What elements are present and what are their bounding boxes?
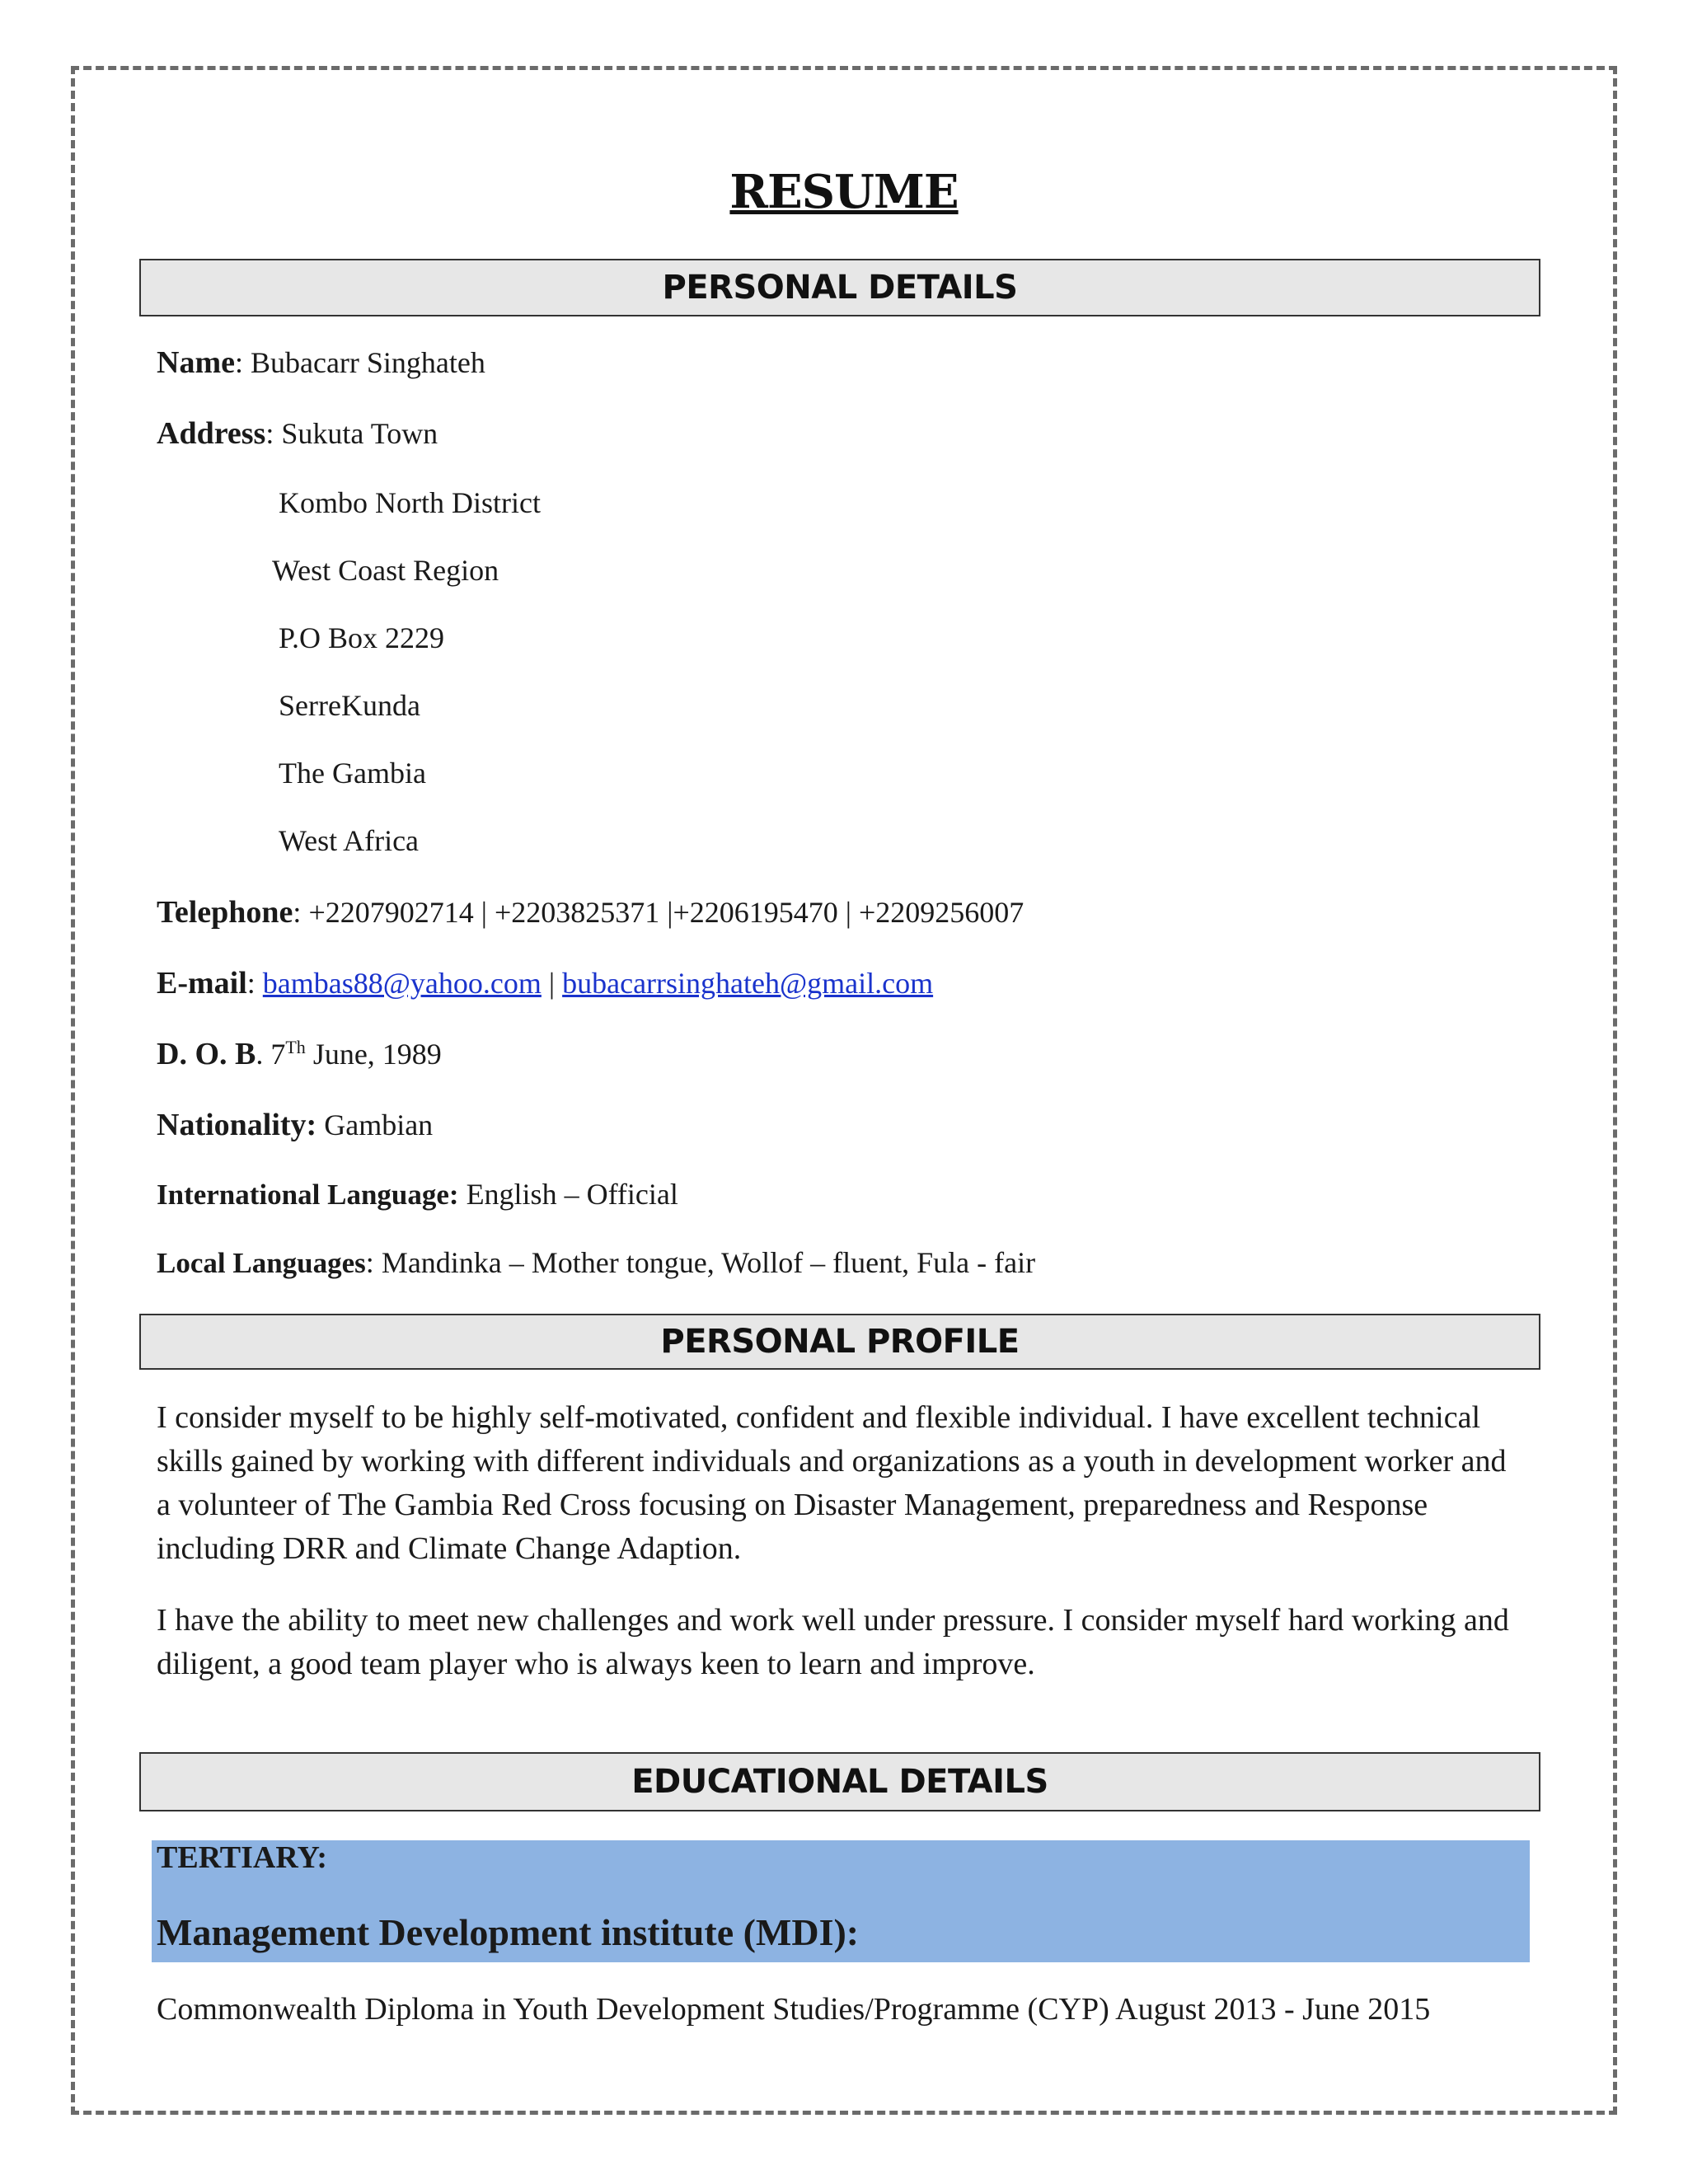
profile-paragraph-2: I have the ability to meet new challenges and work well under pressure. I consider myself hard working and diligent, a good team player who is always keen to learn and improve. xyxy=(157,1603,1509,1681)
address-line: Address: Sukuta Town xyxy=(157,416,438,451)
address-label: Address xyxy=(157,416,266,451)
tertiary-label: TERTIARY: xyxy=(157,1840,328,1875)
local-languages-label: Local Languages xyxy=(157,1247,366,1279)
telephone-label: Telephone xyxy=(157,895,293,930)
nationality-label: Nationality: xyxy=(157,1108,317,1142)
email-line: E-mail: bambas88@yahoo.com | bubacarrsinghateh@gmail.com xyxy=(157,966,934,1001)
address-line-4: P.O Box 2229 xyxy=(279,621,445,654)
section-educational-details: EDUCATIONAL DETAILS xyxy=(139,1752,1540,1811)
telephone-value: +2207902714 | +2203825371 |+2206195470 | +2209256007 xyxy=(308,896,1025,929)
section-personal-profile: PERSONAL PROFILE xyxy=(139,1314,1540,1370)
address-line-3: West Coast Region xyxy=(272,554,499,587)
email-label: E-mail xyxy=(157,966,247,1001)
institution-name: Management Development institute (MDI): xyxy=(157,1911,860,1953)
name-line: Name: Bubacarr Singhateh xyxy=(157,345,485,380)
name-value: Bubacarr Singhateh xyxy=(250,346,485,379)
address-line-2: Kombo North District xyxy=(279,486,541,519)
profile-paragraph-1: I consider myself to be highly self-motivated, confident and flexible individual. I have excellent technical skills gained by working with different individuals and organizations as a youth in development worker and a volunteer of The Gambia Red Cross focusing on Disaster Management, preparedness and Response including DRR and Climate Change Adaption. xyxy=(157,1400,1507,1566)
nationality-line xyxy=(157,1107,433,1143)
address-line-5: SerreKunda xyxy=(279,689,420,722)
address-line-1: Sukuta Town xyxy=(281,417,438,450)
program-line: Commonwealth Diploma in Youth Development Studies/Programme (CYP) August 2013 - June 2015 xyxy=(157,1992,1431,2027)
telephone-line: Telephone: +2207902714 | +2203825371 |+2206195470 | +2209256007 xyxy=(157,895,1025,930)
dob-label: D. O. B xyxy=(157,1037,256,1071)
intl-language-line xyxy=(157,1177,678,1212)
intl-language-label: International Language: xyxy=(157,1179,459,1211)
dob-suffix: Th xyxy=(285,1037,306,1057)
section-personal-details: PERSONAL DETAILS xyxy=(139,259,1540,316)
email-separator: | xyxy=(541,967,563,1000)
intl-language-value: English – Official xyxy=(466,1178,678,1211)
address-line-7: West Africa xyxy=(279,824,420,857)
local-languages-line: Local Languages: Mandinka – Mother tongue, Wollof – fluent, Fula - fair xyxy=(157,1246,1036,1279)
email-link-gmail[interactable]: bubacarrsinghateh@gmail.com xyxy=(562,967,934,1000)
local-languages-value: Mandinka – Mother tongue, Wollof – fluent, Fula - fair xyxy=(381,1246,1036,1279)
nationality-value: Gambian xyxy=(324,1108,434,1141)
name-label: Name xyxy=(157,345,235,380)
resume-title: RESUME xyxy=(729,165,959,219)
dob-line: D. O. B. 7Th June, 1989 xyxy=(157,1037,442,1071)
address-line-6: The Gambia xyxy=(279,757,426,790)
email-link-yahoo[interactable]: bambas88@yahoo.com xyxy=(262,967,542,1000)
dob-rest: June, 1989 xyxy=(312,1038,442,1071)
dob-day: 7 xyxy=(270,1038,286,1071)
